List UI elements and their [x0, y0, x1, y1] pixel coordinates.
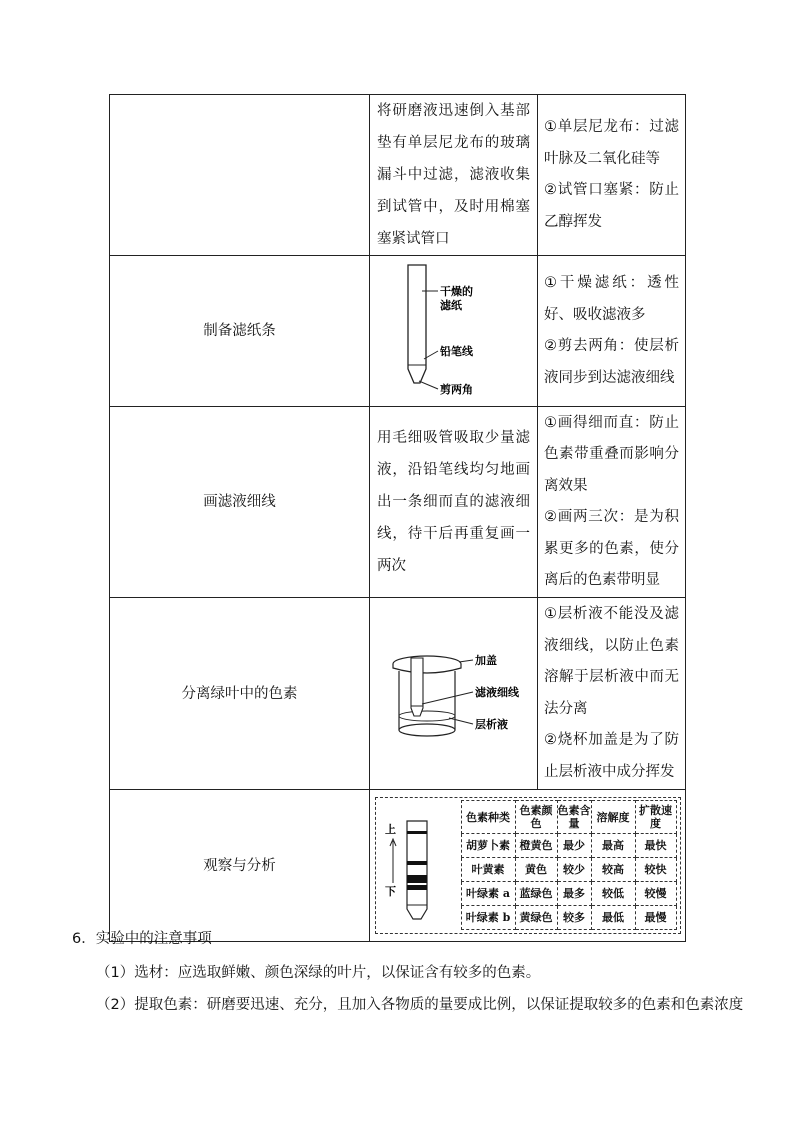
note-item: ①画得细而直：防止色素带重叠而影响分离效果 — [544, 414, 679, 494]
paragraph-item: （2）提取色素：研磨要迅速、充分，且加入各物质的量要成比例，以保证提取较多的色素和色素浓度 — [96, 997, 744, 1013]
label-filter-paper: 滤纸 — [439, 299, 462, 312]
note-item: ①单层尼龙布：过滤叶脉及二氧化硅等 — [544, 119, 679, 167]
label-bottom: 下 — [384, 885, 396, 898]
cell: 最高 — [591, 834, 635, 858]
table-row — [110, 598, 686, 790]
experiment-steps-table — [109, 94, 686, 942]
band-xanthophyll — [407, 861, 427, 865]
pigment-row — [461, 834, 676, 858]
notes-cell — [538, 598, 686, 790]
note-item: ①干燥滤纸：透性好、吸收滤液多 — [544, 275, 679, 323]
label-top: 上 — [384, 823, 396, 836]
beaker-bottom — [399, 724, 455, 736]
paragraph-item: （1）选材：应选取鲜嫩、颜色深绿的叶片，以保证含有较多的色素。 — [96, 965, 541, 981]
header-cell: 溶解度 — [591, 801, 635, 834]
table-row — [110, 95, 686, 256]
pigment-row — [461, 906, 676, 930]
cell: 较多 — [557, 906, 591, 930]
lid-rim — [393, 664, 461, 673]
cell: 叶绿素 b — [461, 906, 515, 930]
notes-cell — [538, 407, 686, 598]
table-row — [110, 256, 686, 407]
step-cell: 画滤液细线 — [110, 407, 370, 598]
note-item: ②画两三次：是为积累更多的色素，使分离后的色素带明显 — [544, 509, 679, 588]
chromatography-beaker-figure — [389, 644, 519, 744]
label-filtrate-line: 滤液细线 — [474, 685, 519, 699]
step-cell: 观察与分析 — [110, 790, 370, 942]
label-pencil-line: 铅笔线 — [439, 345, 473, 358]
header-cell: 色素颜色 — [515, 801, 557, 834]
cell: 最慢 — [635, 906, 676, 930]
note-item: ②剪去两角：使层析液同步到达滤液细线 — [544, 338, 679, 386]
pigment-row — [461, 882, 676, 906]
cell: 黄色 — [515, 858, 557, 882]
cell: 最多 — [557, 882, 591, 906]
cell: 较少 — [557, 858, 591, 882]
label-solvent: 层析液 — [474, 717, 508, 731]
cell: 橙黄色 — [515, 834, 557, 858]
pigment-row — [461, 858, 676, 882]
note-item: ②试管口塞紧：防止乙醇挥发 — [544, 182, 679, 230]
filter-paper-figure-cell — [370, 256, 538, 407]
notes-cell — [538, 256, 686, 407]
leader-line — [422, 692, 473, 704]
filter-strip-in-beaker — [411, 658, 423, 716]
table-row — [110, 790, 686, 942]
leader-line — [449, 718, 473, 724]
notes-cell — [538, 95, 686, 256]
cell: 较慢 — [635, 882, 676, 906]
band-chlorophyll-b — [407, 885, 427, 890]
header-cell: 扩散速度 — [635, 801, 676, 834]
cell: 较低 — [591, 882, 635, 906]
cell: 最低 — [591, 906, 635, 930]
note-item: ①层析液不能没及滤液细线，以防止色素溶解于层析液中而无法分离 — [544, 606, 679, 717]
strip-outline — [407, 821, 427, 919]
band-carotene — [407, 831, 427, 834]
solvent-surface — [399, 711, 455, 721]
cell: 叶绿素 a — [461, 882, 515, 906]
header-cell: 色素种类 — [461, 801, 515, 834]
observation-figure — [375, 797, 681, 934]
label-lid: 加盖 — [474, 653, 497, 667]
step-cell: 分离绿叶中的色素 — [110, 598, 370, 790]
step-cell — [110, 95, 370, 256]
leader-line — [419, 381, 438, 389]
cell: 最少 — [557, 834, 591, 858]
label-dry: 干燥的 — [439, 285, 473, 298]
band-chlorophyll-a — [407, 875, 427, 883]
beaker-figure-cell — [370, 598, 538, 790]
cell: 最快 — [635, 834, 676, 858]
cell: 蓝绿色 — [515, 882, 557, 906]
note-item: ②烧杯加盖是为了防止层析液中成分挥发 — [544, 732, 679, 780]
leader-line — [459, 660, 473, 662]
filter-paper-strip-figure — [394, 261, 514, 401]
chromatogram-strip-figure — [383, 819, 453, 925]
pigment-header-row — [461, 801, 676, 834]
header-cell: 色素含量 — [557, 801, 591, 834]
label-cut-corners: 剪两角 — [439, 383, 473, 396]
method-cell: 将研磨液迅速倒入基部垫有单层尼龙布的玻璃漏斗中过滤，滤液收集到试管中，及时用棉塞塞紧试管口 — [370, 95, 538, 256]
cell: 较高 — [591, 858, 635, 882]
cell: 叶黄素 — [461, 858, 515, 882]
cell: 较快 — [635, 858, 676, 882]
cell: 黄绿色 — [515, 906, 557, 930]
step-cell: 制备滤纸条 — [110, 256, 370, 407]
cell: 胡萝卜素 — [461, 834, 515, 858]
observation-cell — [370, 790, 686, 942]
pigment-table — [461, 800, 677, 930]
table-row — [110, 407, 686, 598]
method-cell: 用毛细吸管吸取少量滤液，沿铅笔线均匀地画出一条细而直的滤液细线，待干后再重复画一两次 — [370, 407, 538, 598]
section-title: 6．实验中的注意事项 — [72, 931, 212, 947]
